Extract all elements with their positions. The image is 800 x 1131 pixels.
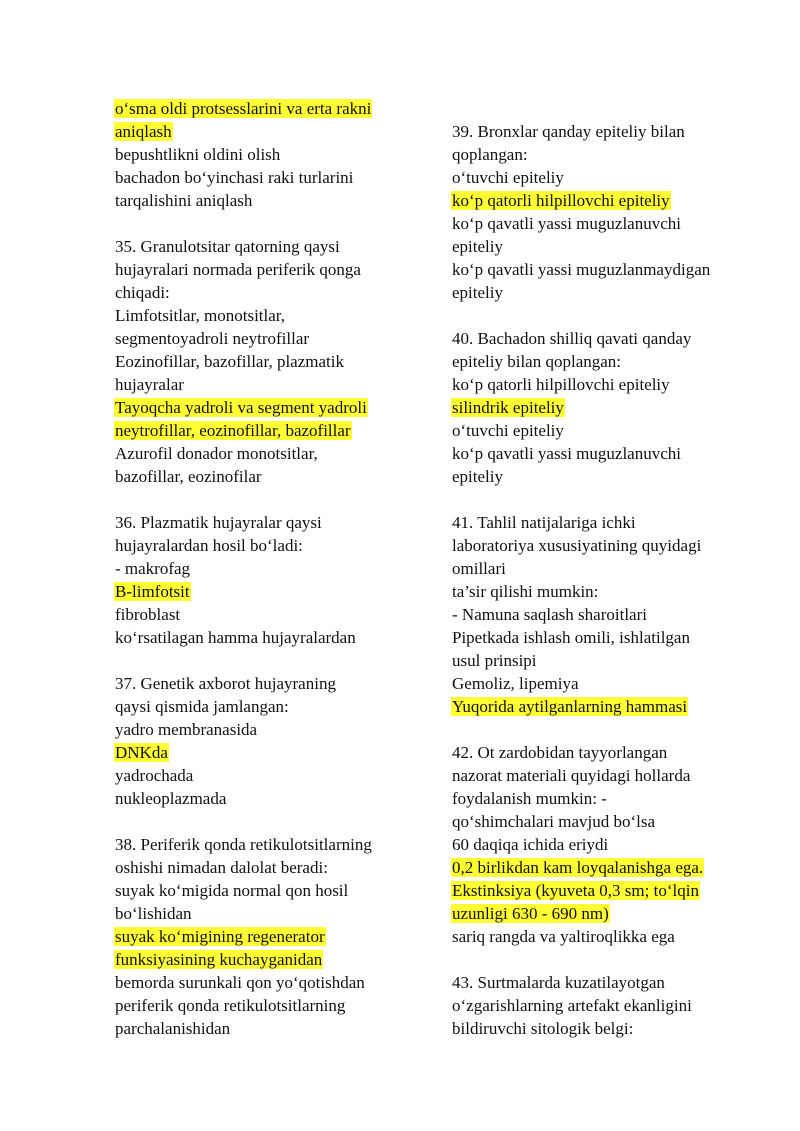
line-text: ko‘p qavatli yassi muguzlanuvchi	[452, 444, 681, 463]
line-text: parchalanishidan	[115, 1019, 231, 1038]
text-line	[451, 373, 751, 396]
text-line	[114, 994, 414, 1017]
line-text: 35. Granulotsitar qatorning qaysi	[115, 237, 340, 256]
text-line	[114, 718, 414, 741]
line-text: qaysi qismida jamlangan:	[115, 697, 289, 716]
text-line	[451, 971, 751, 994]
text-line	[114, 856, 414, 879]
line-text: o‘tuvchi epiteliy	[452, 168, 564, 187]
paragraph-gap	[451, 488, 751, 511]
line-text: 43. Surtmalarda kuzatilayotgan	[452, 973, 665, 992]
highlighted-text-line	[451, 902, 751, 925]
text-line	[451, 120, 751, 143]
text-line	[114, 971, 414, 994]
line-text: epiteliy bilan qoplangan:	[452, 352, 622, 371]
highlighted-text-line	[451, 189, 751, 212]
text-line	[114, 235, 414, 258]
text-line	[451, 603, 751, 626]
line-text: bachadon bo‘yinchasi raki turlarini	[115, 168, 354, 187]
paragraph-gap	[114, 488, 414, 511]
line-text: Tayoqcha yadroli va segment yadroli	[115, 398, 367, 417]
text-line	[451, 235, 751, 258]
text-line	[451, 925, 751, 948]
line-text: 60 daqiqa ichida eriydi	[452, 835, 609, 854]
text-line	[114, 304, 414, 327]
highlighted-text-line	[114, 97, 414, 120]
paragraph-gap	[114, 212, 414, 235]
line-text: 40. Bachadon shilliq qavati qanday	[452, 329, 692, 348]
highlighted-text-line	[114, 580, 414, 603]
text-line	[114, 626, 414, 649]
text-line	[114, 557, 414, 580]
line-text: o‘tuvchi epiteliy	[452, 421, 564, 440]
line-text: DNKda	[115, 743, 168, 762]
line-text: chiqadi:	[115, 283, 170, 302]
line-text: nazorat materiali quyidagi hollarda	[452, 766, 691, 785]
text-line	[114, 833, 414, 856]
text-line	[451, 258, 751, 281]
text-line	[451, 419, 751, 442]
line-text: qo‘shimchalari mavjud bo‘lsa	[452, 812, 656, 831]
paragraph-gap	[114, 810, 414, 833]
line-text: ko‘p qavatli yassi muguzlanuvchi	[452, 214, 681, 233]
text-line	[114, 879, 414, 902]
line-text: hujayralar	[115, 375, 184, 394]
text-line	[451, 327, 751, 350]
text-line	[451, 465, 751, 488]
line-text: tarqalishini aniqlash	[115, 191, 253, 210]
line-text: bemorda surunkali qon yo‘qotishdan	[115, 973, 365, 992]
line-text: sariq rangda va yaltiroqlikka ega	[452, 927, 675, 946]
line-text: 37. Genetik axborot hujayraning	[115, 674, 336, 693]
line-text: 0,2 birlikdan kam loyqalanishga ega.	[452, 858, 704, 877]
text-line	[114, 511, 414, 534]
paragraph-gap	[451, 718, 751, 741]
line-text: Pipetkada ishlash omili, ishlatilgan	[452, 628, 690, 647]
line-text: epiteliy	[452, 237, 503, 256]
line-text: 36. Plazmatik hujayralar qaysi	[115, 513, 322, 532]
text-line	[451, 166, 751, 189]
line-text: epiteliy	[452, 283, 503, 302]
text-line	[114, 442, 414, 465]
line-text: oshishi nimadan dalolat beradi:	[115, 858, 328, 877]
highlighted-text-line	[114, 948, 414, 971]
highlighted-text-line	[114, 120, 414, 143]
right-column	[451, 120, 751, 1040]
line-text: neytrofillar, eozinofillar, bazofillar	[115, 421, 351, 440]
text-line	[114, 534, 414, 557]
text-line	[114, 695, 414, 718]
text-line	[451, 994, 751, 1017]
text-line	[451, 580, 751, 603]
highlighted-text-line	[114, 741, 414, 764]
text-line	[114, 1017, 414, 1040]
text-line	[114, 902, 414, 925]
line-text: bepushtlikni oldini olish	[115, 145, 281, 164]
line-text: yadrochada	[115, 766, 194, 785]
line-text: B-limfotsit	[115, 582, 190, 601]
text-line	[114, 189, 414, 212]
text-line	[114, 350, 414, 373]
line-text: ta’sir qilishi mumkin:	[452, 582, 599, 601]
line-text: o‘sma oldi protsesslarini va erta rakni	[115, 99, 372, 118]
line-text: yadro membranasida	[115, 720, 258, 739]
text-line	[114, 764, 414, 787]
line-text: Yuqorida aytilganlarning hammasi	[452, 697, 688, 716]
line-text: 38. Periferik qonda retikulotsitlarning	[115, 835, 372, 854]
text-line	[451, 1017, 751, 1040]
text-line	[451, 764, 751, 787]
line-text: suyak ko‘migining regenerator	[115, 927, 325, 946]
line-text: fibroblast	[115, 605, 181, 624]
highlighted-text-line	[451, 695, 751, 718]
line-text: ko‘p qatorli hilpillovchi epiteliy	[452, 191, 670, 210]
text-line	[114, 672, 414, 695]
text-line	[451, 534, 751, 557]
paragraph-gap	[114, 649, 414, 672]
line-text: bo‘lishidan	[115, 904, 192, 923]
text-line	[451, 672, 751, 695]
line-text: Ekstinksiya (kyuveta 0,3 sm; to‘lqin	[452, 881, 699, 900]
line-text: suyak ko‘migida normal qon hosil	[115, 881, 349, 900]
text-line	[451, 626, 751, 649]
left-column	[114, 97, 414, 1040]
line-text: foydalanish mumkin: -	[452, 789, 607, 808]
line-text: Eozinofillar, bazofillar, plazmatik	[115, 352, 344, 371]
text-line	[114, 603, 414, 626]
line-text: silindrik epiteliy	[452, 398, 564, 417]
text-line	[451, 787, 751, 810]
line-text: hujayralardan hosil bo‘ladi:	[115, 536, 303, 555]
text-line	[114, 327, 414, 350]
highlighted-text-line	[114, 396, 414, 419]
line-text: bazofillar, eozinofilar	[115, 467, 262, 486]
text-line	[451, 350, 751, 373]
line-text: o‘zgarishlarning artefakt ekanligini	[452, 996, 692, 1015]
highlighted-text-line	[451, 879, 751, 902]
line-text: usul prinsipi	[452, 651, 537, 670]
text-line	[451, 810, 751, 833]
text-line	[114, 143, 414, 166]
text-line	[114, 281, 414, 304]
line-text: bildiruvchi sitologik belgi:	[452, 1019, 634, 1038]
paragraph-gap	[451, 948, 751, 971]
line-text: 39. Bronxlar qanday epiteliy bilan	[452, 122, 685, 141]
highlighted-text-line	[114, 925, 414, 948]
line-text: 42. Ot zardobidan tayyorlangan	[452, 743, 668, 762]
line-text: hujayralari normada periferik qonga	[115, 260, 361, 279]
line-text: - Namuna saqlash sharoitlari	[452, 605, 647, 624]
line-text: segmentoyadroli neytrofillar	[115, 329, 310, 348]
text-line	[451, 649, 751, 672]
text-line	[114, 373, 414, 396]
line-text: ko‘p qatorli hilpillovchi epiteliy	[452, 375, 670, 394]
highlighted-text-line	[114, 419, 414, 442]
text-line	[114, 166, 414, 189]
line-text: laboratoriya xususiyatining quyidagi	[452, 536, 702, 555]
line-text: qoplangan:	[452, 145, 528, 164]
text-line	[451, 833, 751, 856]
line-text: nukleoplazmada	[115, 789, 227, 808]
line-text: Gemoliz, lipemiya	[452, 674, 579, 693]
text-line	[451, 212, 751, 235]
highlighted-text-line	[451, 396, 751, 419]
line-text: ko‘rsatilagan hamma hujayralardan	[115, 628, 356, 647]
line-text: epiteliy	[452, 467, 503, 486]
text-line	[451, 511, 751, 534]
text-line	[451, 442, 751, 465]
text-line	[451, 143, 751, 166]
text-line	[114, 787, 414, 810]
paragraph-gap	[451, 304, 751, 327]
line-text: periferik qonda retikulotsitlarning	[115, 996, 346, 1015]
line-text: funksiyasining kuchayganidan	[115, 950, 323, 969]
text-line	[451, 557, 751, 580]
line-text: 41. Tahlil natijalariga ichki	[452, 513, 636, 532]
text-line	[114, 258, 414, 281]
line-text: uzunligi 630 - 690 nm)	[452, 904, 609, 923]
line-text: - makrofag	[115, 559, 191, 578]
line-text: Azurofil donador monotsitlar,	[115, 444, 318, 463]
line-text: ko‘p qavatli yassi muguzlanmaydigan	[452, 260, 711, 279]
line-text: Limfotsitlar, monotsitlar,	[115, 306, 286, 325]
text-line	[114, 465, 414, 488]
text-line	[451, 741, 751, 764]
line-text: omillari	[452, 559, 506, 578]
highlighted-text-line	[451, 856, 751, 879]
line-text: aniqlash	[115, 122, 172, 141]
text-line	[451, 281, 751, 304]
